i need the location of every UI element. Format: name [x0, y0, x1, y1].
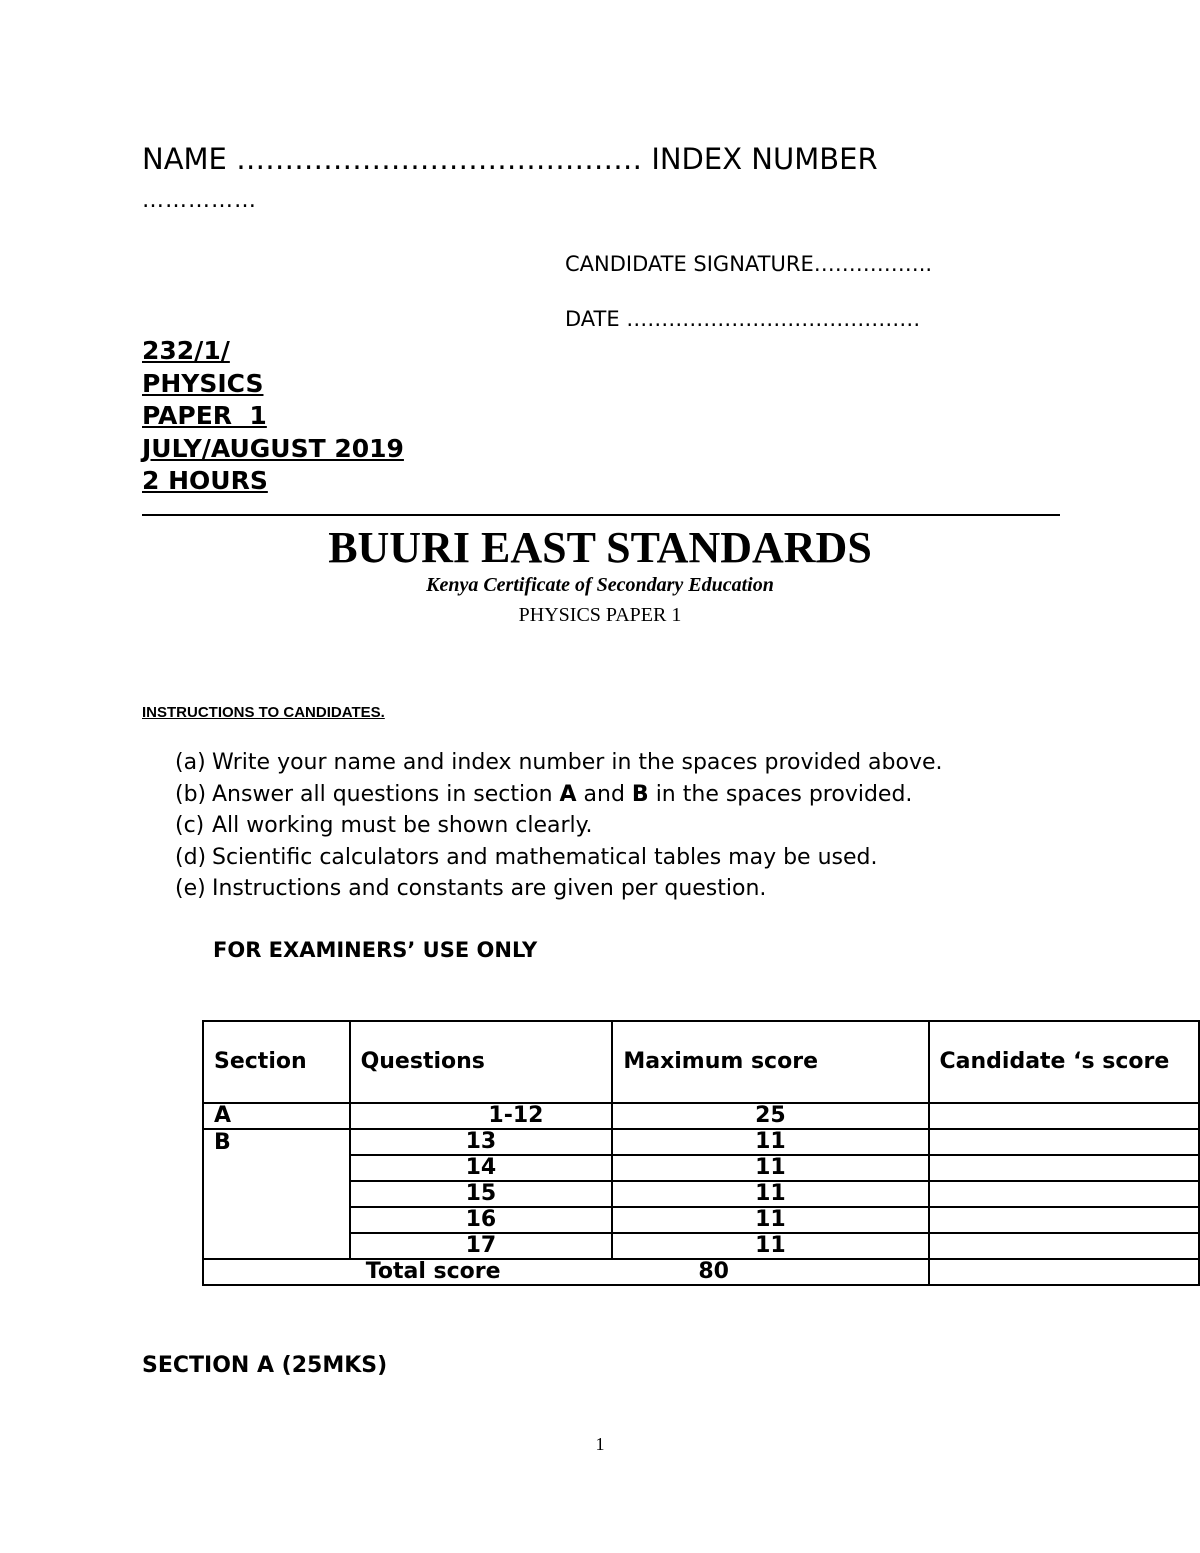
- exam-title: Kenya Certificate of Secondary Education: [426, 574, 774, 596]
- table-row: [203, 1129, 1199, 1155]
- column-header: Maximum score: [612, 1021, 928, 1103]
- instruction-item: [175, 779, 943, 811]
- table-row: [203, 1155, 1199, 1181]
- column-header: Section: [203, 1021, 350, 1103]
- candidate-score-cell[interactable]: [929, 1207, 1200, 1233]
- section-cell: [203, 1155, 350, 1181]
- instructions-list: [175, 747, 943, 905]
- section-cell: B: [203, 1129, 350, 1155]
- paper-code: 232/1/: [142, 336, 230, 365]
- paper-subject: PHYSICS: [142, 368, 264, 398]
- paper-session: JULY/AUGUST 2019: [142, 433, 404, 463]
- instruction-label: (c): [175, 813, 205, 838]
- section-cell: A: [203, 1103, 350, 1129]
- page-number: 1: [595, 1434, 605, 1454]
- instruction-text: Scientific calculators and mathematical tables may be used.: [212, 844, 878, 870]
- candidate-total-cell[interactable]: [929, 1259, 1200, 1285]
- instruction-item: [175, 842, 943, 874]
- instruction-item: [175, 810, 943, 842]
- table-row: [203, 1207, 1199, 1233]
- candidate-score-cell[interactable]: [929, 1103, 1200, 1129]
- column-header: Questions: [350, 1021, 613, 1103]
- paper-subtitle: PHYSICS PAPER 1: [518, 604, 682, 626]
- max-score-cell: 11: [612, 1155, 928, 1181]
- header-divider: [142, 514, 1060, 516]
- table-row: [203, 1233, 1199, 1259]
- total-value: 80: [612, 1259, 928, 1285]
- table-row: [203, 1103, 1199, 1129]
- instruction-text: Answer all questions in section A and B in the spaces provided.: [212, 781, 913, 807]
- examiners-heading: FOR EXAMINERS’ USE ONLY: [213, 938, 538, 962]
- index-number-dots: ……………: [142, 188, 257, 213]
- question-cell: 14: [350, 1155, 613, 1181]
- score-table: [202, 1020, 1200, 1286]
- question-cell: 13: [350, 1129, 613, 1155]
- instruction-label: (b): [175, 781, 207, 807]
- column-header: Candidate ‘s score: [929, 1021, 1200, 1103]
- section-cell: [203, 1233, 350, 1259]
- total-row: [203, 1259, 1199, 1285]
- instruction-label: (e): [175, 876, 206, 901]
- max-score-cell: 11: [612, 1181, 928, 1207]
- max-score-cell: 11: [612, 1233, 928, 1259]
- instructions-heading: INSTRUCTIONS TO CANDIDATES.: [142, 704, 385, 721]
- question-cell: 1-12: [350, 1103, 613, 1129]
- section-cell: [203, 1207, 350, 1233]
- instruction-text: Write your name and index number in the spaces provided above.: [212, 750, 943, 775]
- candidate-score-cell[interactable]: [929, 1129, 1200, 1155]
- paper-number: PAPER 1: [142, 401, 267, 430]
- question-cell: 15: [350, 1181, 613, 1207]
- question-cell: 16: [350, 1207, 613, 1233]
- instruction-item: [175, 747, 943, 779]
- max-score-cell: 11: [612, 1207, 928, 1233]
- candidate-score-cell[interactable]: [929, 1181, 1200, 1207]
- section-a-heading: SECTION A (25MKS): [142, 1353, 388, 1378]
- instruction-label: (a): [175, 750, 206, 775]
- paper-info: [142, 335, 404, 498]
- paper-duration: 2 HOURS: [142, 466, 268, 495]
- instruction-item: [175, 873, 943, 905]
- candidate-signature-line: CANDIDATE SIGNATURE……………..: [565, 252, 933, 276]
- max-score-cell: 25: [612, 1103, 928, 1129]
- instruction-label: (d): [175, 844, 207, 870]
- instruction-text: Instructions and constants are given per question.: [212, 876, 767, 901]
- name-index-line: NAME …………………………………… INDEX NUMBER: [142, 142, 878, 176]
- date-line: DATE ……………………………………: [565, 307, 921, 331]
- candidate-score-cell[interactable]: [929, 1233, 1200, 1259]
- instruction-text: All working must be shown clearly.: [212, 813, 593, 838]
- total-label: Total score: [203, 1259, 612, 1285]
- table-row: [203, 1181, 1199, 1207]
- table-header-row: [203, 1021, 1199, 1103]
- section-cell: [203, 1181, 350, 1207]
- max-score-cell: 11: [612, 1129, 928, 1155]
- candidate-score-cell[interactable]: [929, 1155, 1200, 1181]
- question-cell: 17: [350, 1233, 613, 1259]
- school-title: BUURI EAST STANDARDS: [328, 523, 872, 572]
